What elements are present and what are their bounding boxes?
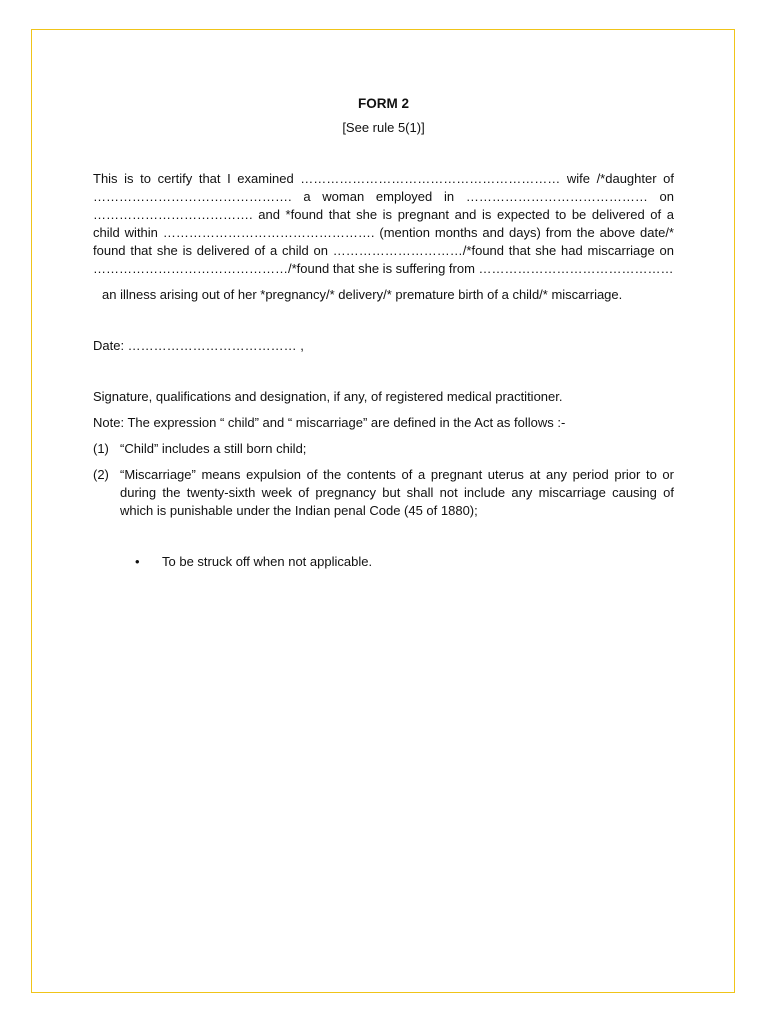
form-subtitle: [See rule 5(1)] bbox=[342, 120, 425, 135]
bullet-note bbox=[135, 553, 674, 571]
definition-text: “Child” includes a still born child; bbox=[120, 441, 307, 456]
bullet-icon: • bbox=[135, 554, 140, 569]
illness-paragraph: an illness arising out of her *pregnancy/* delivery/* premature birth of a child/* miscarriage. bbox=[102, 287, 623, 302]
bullet-text: To be struck off when not applicable. bbox=[162, 554, 373, 569]
definition-item bbox=[93, 466, 674, 520]
form-content bbox=[93, 95, 674, 571]
signature-line: Signature, qualifications and designation, if any, of registered medical practitioner. bbox=[93, 389, 563, 404]
definition-number: (1) bbox=[93, 441, 109, 456]
definition-text: “Miscarriage” means expulsion of the contents of a pregnant uterus at any period prior to or during the twenty-sixth week of pregnancy but shall not include any miscarriage causing of which is punishable under the Indian penal Code (45 of 1880); bbox=[120, 467, 674, 518]
definition-number: (2) bbox=[93, 467, 109, 482]
date-line: Date: ………………………………… , bbox=[93, 338, 304, 353]
definition-item bbox=[93, 440, 674, 458]
certification-paragraph: This is to certify that I examined …………………………………………………… wife /*daughter of ………………………………………. a woman employed in …………………………………… on ………………………………. and *found that she is pregnant and is expected to be delivered of a child within …………………………………………. (mention months and days) from the above date/* found that she is delivered of a child on …………………………/*found that she had miscarriage on ………………………………………/*found that she is suffering from ……………………………………… bbox=[93, 171, 674, 276]
form-title: FORM 2 bbox=[357, 96, 409, 111]
note-line: Note: The expression “ child” and “ miscarriage” are defined in the Act as follows :- bbox=[93, 415, 566, 430]
